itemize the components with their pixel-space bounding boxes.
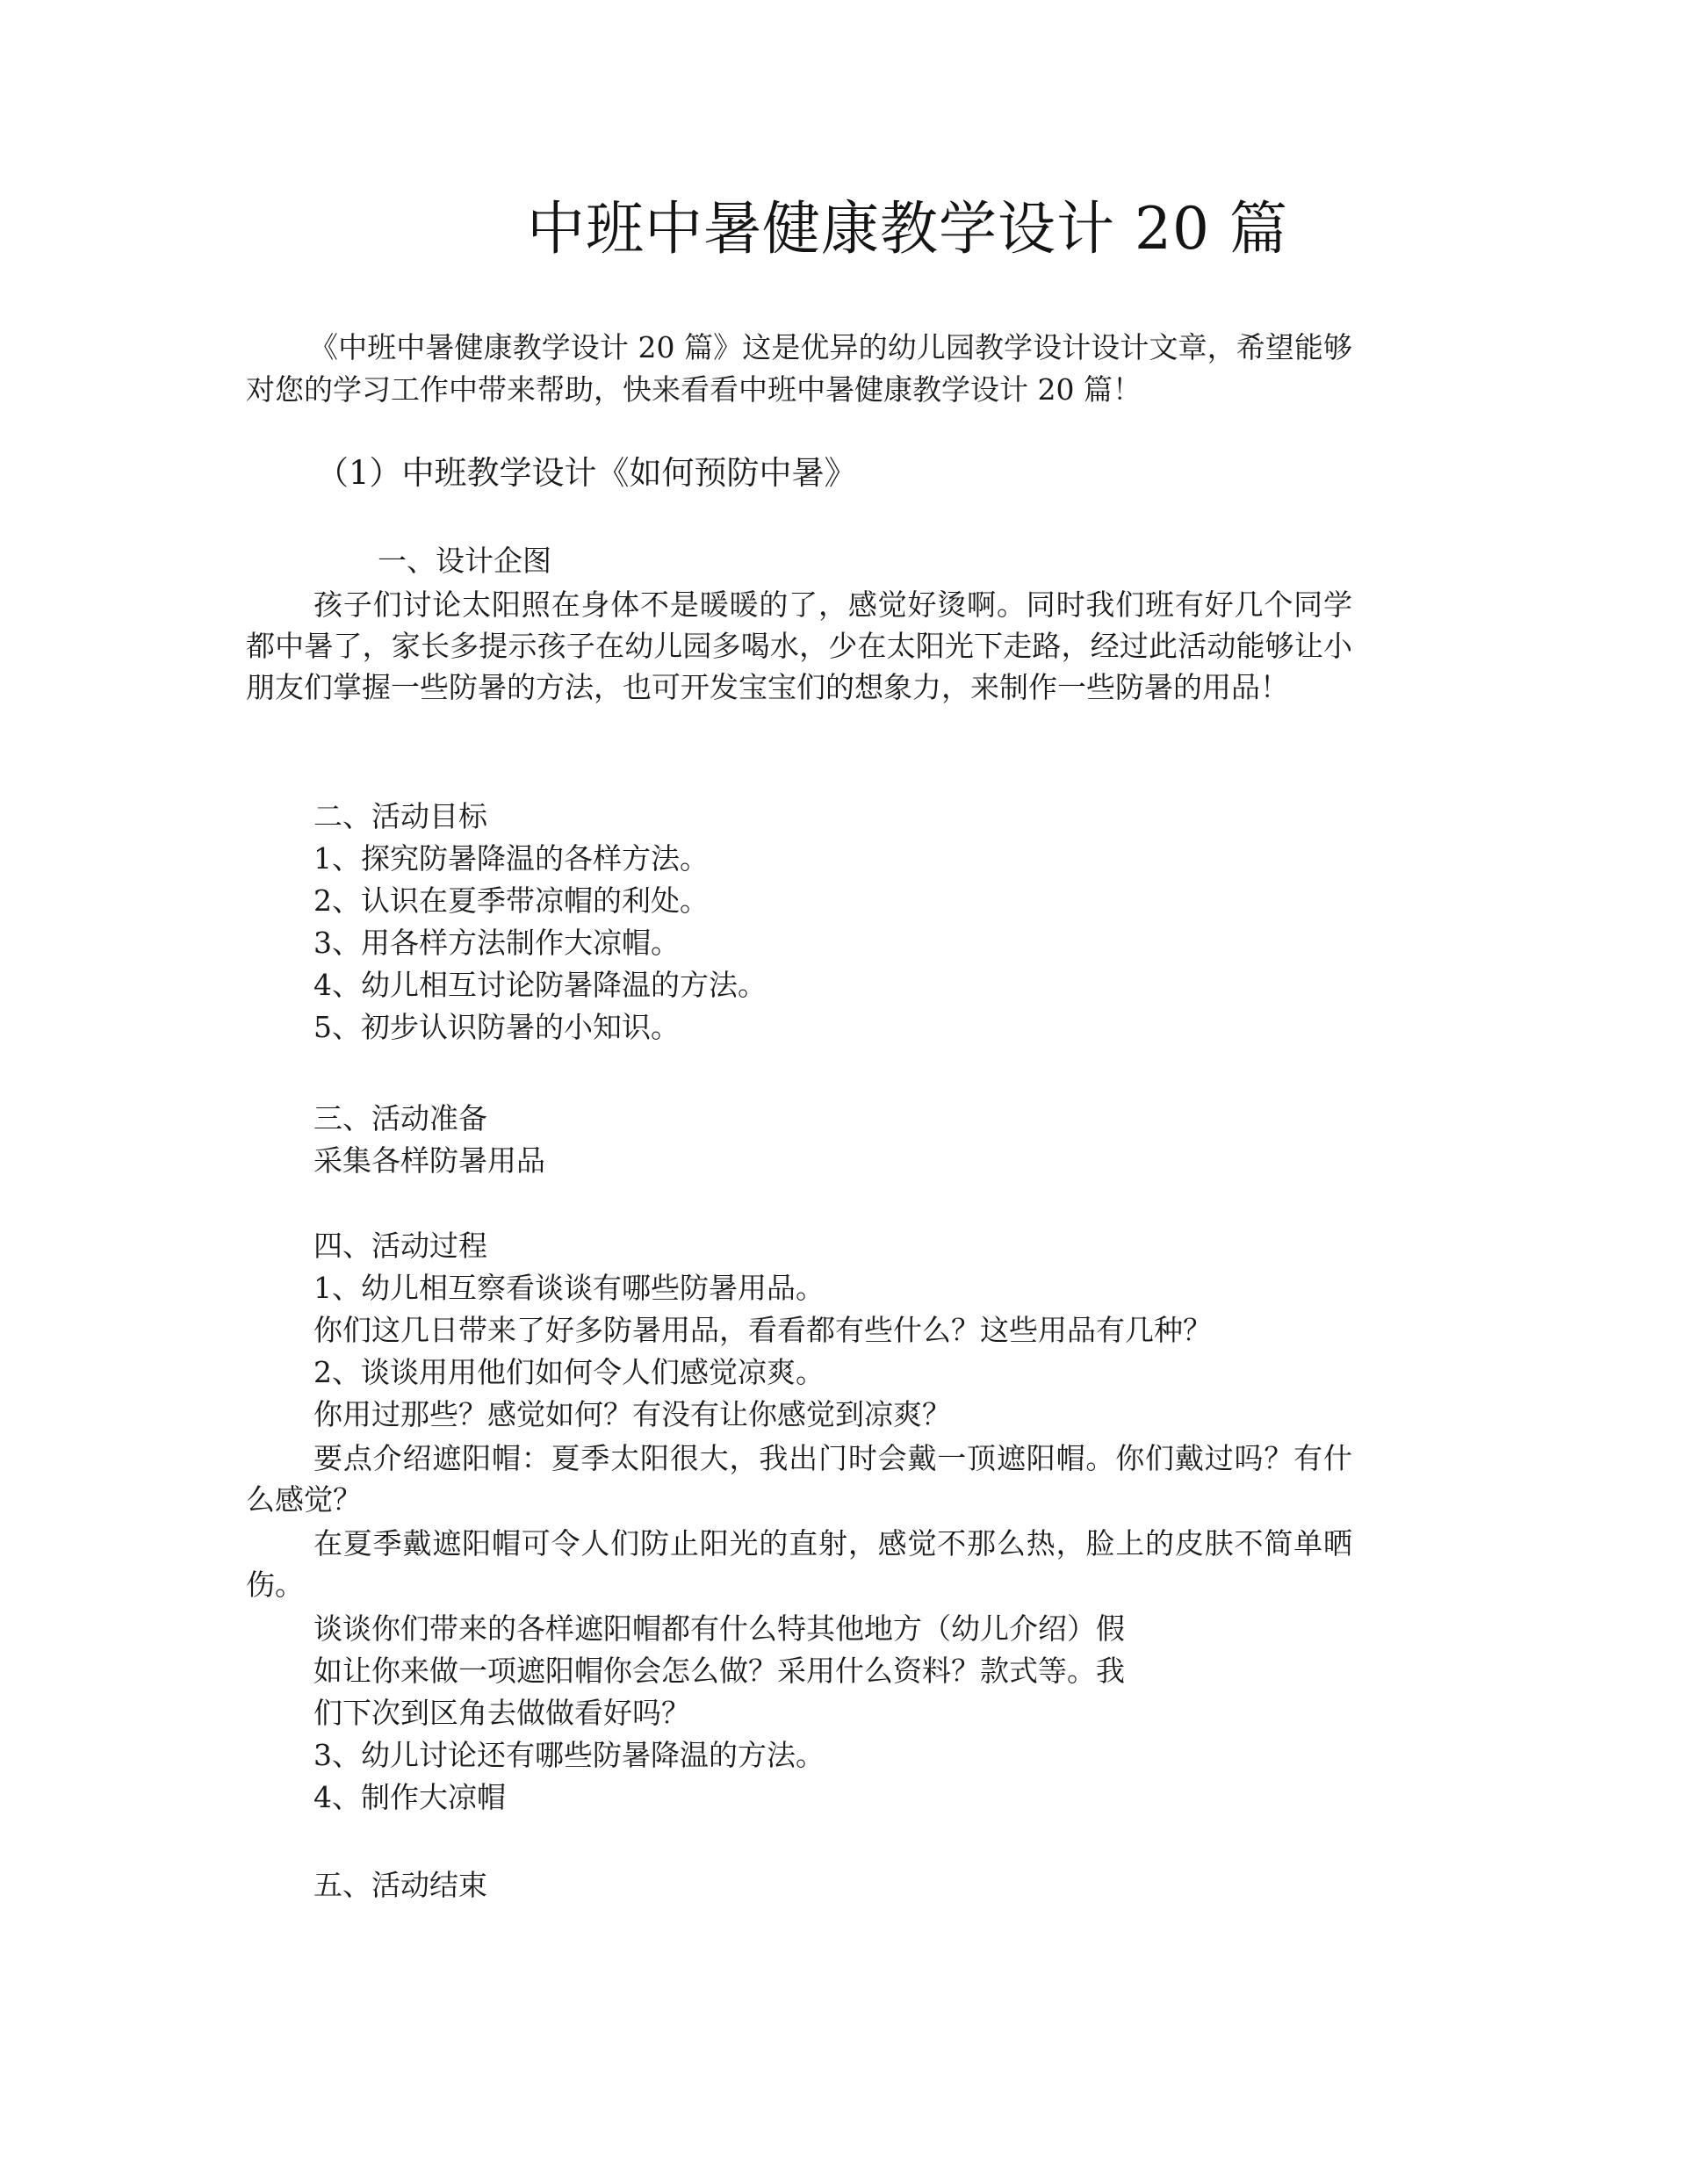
section-heading-activity-preparation: 三、活动准备 — [313, 1101, 487, 1135]
document-title: 中班中暑健康教学设计 20 篇 — [527, 195, 1288, 263]
goal-item: 1、探究防暑降温的各样方法。 — [313, 841, 709, 876]
design-intent-paragraph: 孩子们讨论太阳照在身体不是暖暖的了，感觉好烫啊。同时我们班有好几个同学都中暑了，家长多提示孩子在幼儿园多喝水，少在太阳光下走路，经过此活动能够让小朋友们掌握一些防暑的方法，也可开发宝宝们的想象力，来制作一些防暑的用品！ — [246, 587, 1352, 704]
lesson-subtitle: （1）中班教学设计《如何预防中暑》 — [316, 454, 857, 492]
activity-process-section — [313, 1225, 1212, 1436]
section-heading-activity-goals: 二、活动目标 — [313, 799, 487, 833]
section-heading-activity-end: 五、活动结束 — [313, 1868, 487, 1902]
process-line: 你们这几日带来了好多防暑用品，看看都有些什么？这些用品有几种？ — [313, 1313, 1212, 1347]
activity-preparation-section — [313, 1098, 545, 1182]
activity-end-section — [313, 1864, 487, 1906]
section-heading-design-intent: 一、设计企图 — [378, 544, 551, 578]
goal-item: 3、用各样方法制作大凉帽。 — [313, 926, 680, 960]
process-line: 2、谈谈用用他们如何令人们感觉凉爽。 — [313, 1355, 825, 1389]
goal-item: 5、初步认识防暑的小知识。 — [313, 1010, 680, 1044]
section-heading-activity-process: 四、活动过程 — [313, 1229, 487, 1263]
sunhat-benefit-paragraph: 在夏季戴遮阳帽可令人们防止阳光的直射，感觉不那么热，脸上的皮肤不简单晒伤。 — [246, 1526, 1352, 1602]
activity-goals-section — [313, 796, 767, 1049]
sunhat-discussion — [313, 1608, 1125, 1819]
discussion-line: 谈谈你们带来的各样遮阳帽都有什么特其他地方（幼儿介绍）假 — [313, 1611, 1125, 1646]
process-line: 1、幼儿相互察看谈谈有哪些防暑用品。 — [313, 1271, 825, 1305]
process-line: 3、幼儿讨论还有哪些防暑降温的方法。 — [313, 1738, 825, 1772]
discussion-line: 们下次到区角去做做看好吗？ — [313, 1696, 690, 1730]
goal-item: 4、幼儿相互讨论防暑降温的方法。 — [313, 968, 767, 1002]
process-line: 4、制作大凉帽 — [313, 1780, 506, 1814]
preparation-text: 采集各样防暑用品 — [313, 1143, 545, 1178]
intro-paragraph: 《中班中暑健康教学设计 20 篇》这是优异的幼儿园教学设计设计文章，希望能够对您的学习工作中带来帮助，快来看看中班中暑健康教学设计 20 篇！ — [246, 330, 1352, 407]
goal-item: 2、认识在夏季带凉帽的利处。 — [313, 883, 709, 918]
sunhat-intro-paragraph: 要点介绍遮阳帽：夏季太阳很大，我出门时会戴一顶遮阳帽。你们戴过吗？有什么感觉？ — [246, 1441, 1352, 1517]
discussion-line: 如让你来做一项遮阳帽你会怎么做？采用什么资料？款式等。我 — [313, 1654, 1125, 1688]
process-line: 你用过那些？感觉如何？有没有让你感觉到凉爽？ — [313, 1397, 951, 1431]
